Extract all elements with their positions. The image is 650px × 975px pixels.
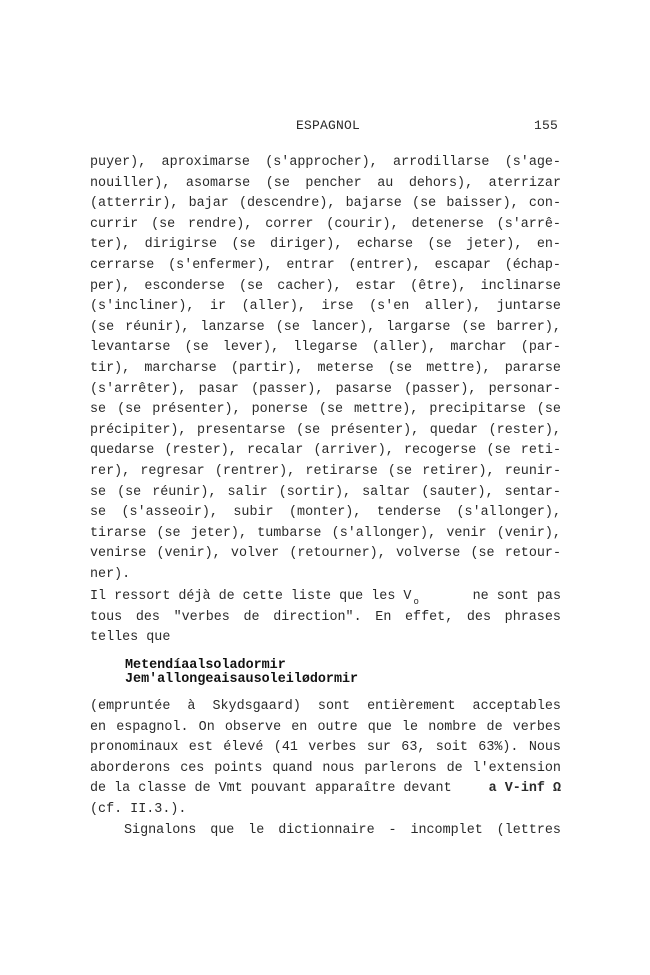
text-line: pronominaux est élevé (41 verbes sur 63, soit 63%). Nous — [90, 740, 561, 756]
subscript: o — [413, 597, 419, 607]
text-line: en espagnol. On observe en outre que le nombre de verbes — [90, 719, 561, 735]
analysis-paragraph — [90, 697, 561, 821]
text-line: per), esconderse (se cacher), estar (être), inclinarse — [90, 278, 561, 294]
text-line: (cf. II.3.). — [90, 801, 187, 817]
dictionary-paragraph — [90, 821, 561, 842]
text-line: rer), regresar (rentrer), retirarse (se retirer), reunir- — [90, 463, 561, 479]
text-line: ter), dirigirse (se diriger), echarse (se jeter), en- — [90, 237, 561, 253]
text-line: tir), marcharse (partir), meterse (se mettre), pararse — [90, 360, 561, 376]
text-line: précipiter), presentarse (se présenter), quedar (rester), — [90, 422, 561, 438]
text-line: Signalons que le dictionnaire - incomplet (lettres — [124, 823, 561, 838]
text-line: ner). — [90, 566, 131, 582]
text-line: (empruntée à Skydsgaard) sont entièrement acceptables — [90, 699, 561, 714]
text-line: tirarse (se jeter), tumbarse (s'allonger), venir (venir), — [90, 525, 561, 541]
formula: a V-inf Ω — [488, 781, 561, 797]
text-line: (s'incliner), ir (aller), irse (s'en aller), juntarse — [90, 299, 561, 315]
text-line: aborderons ces points quand nous parlerons de l'extension — [90, 760, 561, 776]
example-sentences — [90, 659, 596, 687]
text-line: de la classe de Vmt pouvant apparaître devant a V-inf Ω — [90, 779, 561, 800]
text-line: (atterrir), bajar (descendre), bajarse (se baisser), con- — [90, 196, 561, 212]
text-line: nouiller), asomarse (se pencher au dehors), aterrizar — [90, 175, 561, 191]
text-line: (se réunir), lanzarse (se lancer), largarse (se barrer), — [90, 319, 561, 335]
example-french: Je m'allongeais au soleil ø dormir — [125, 672, 359, 687]
page-number: 155 — [534, 118, 559, 133]
text-line: Il ressort déjà de cette liste que les V $_o$ ne sont pas — [90, 589, 561, 607]
example-spanish: Me tendía al sol a dormir — [125, 658, 286, 673]
commentary-paragraph — [90, 587, 561, 649]
text-line: (s'arrêter), pasar (passer), pasarse (passer), personar- — [90, 381, 561, 397]
text-line: se (s'asseoir), subir (monter), tenderse (s'allonger), — [90, 505, 561, 521]
text-line: venirse (venir), volver (retourner), volverse (se retour- — [90, 546, 561, 562]
text-line: puyer), aproximarse (s'approcher), arrodillarse (s'age- — [90, 155, 561, 170]
text-line: cerrarse (s'enfermer), entrar (entrer), escapar (échap- — [90, 257, 561, 273]
running-title: ESPAGNOL — [296, 118, 361, 133]
text-line: currir (se rendre), correr (courir), detenerse (s'arrê- — [90, 216, 561, 232]
text-line: levantarse (se lever), llegarse (aller), marchar (par- — [90, 340, 561, 356]
text-line: quedarse (rester), recalar (arriver), recogerse (se reti- — [90, 443, 561, 459]
text-line: se (se réunir), salir (sortir), saltar (sauter), sentar- — [90, 484, 561, 500]
text-line: tous des "verbes de direction". En effet, des phrases — [90, 609, 561, 625]
verb-list-paragraph — [90, 153, 561, 585]
text-line: telles que — [90, 630, 171, 646]
text-line: se (se présenter), ponerse (se mettre), precipitarse (se — [90, 402, 561, 418]
